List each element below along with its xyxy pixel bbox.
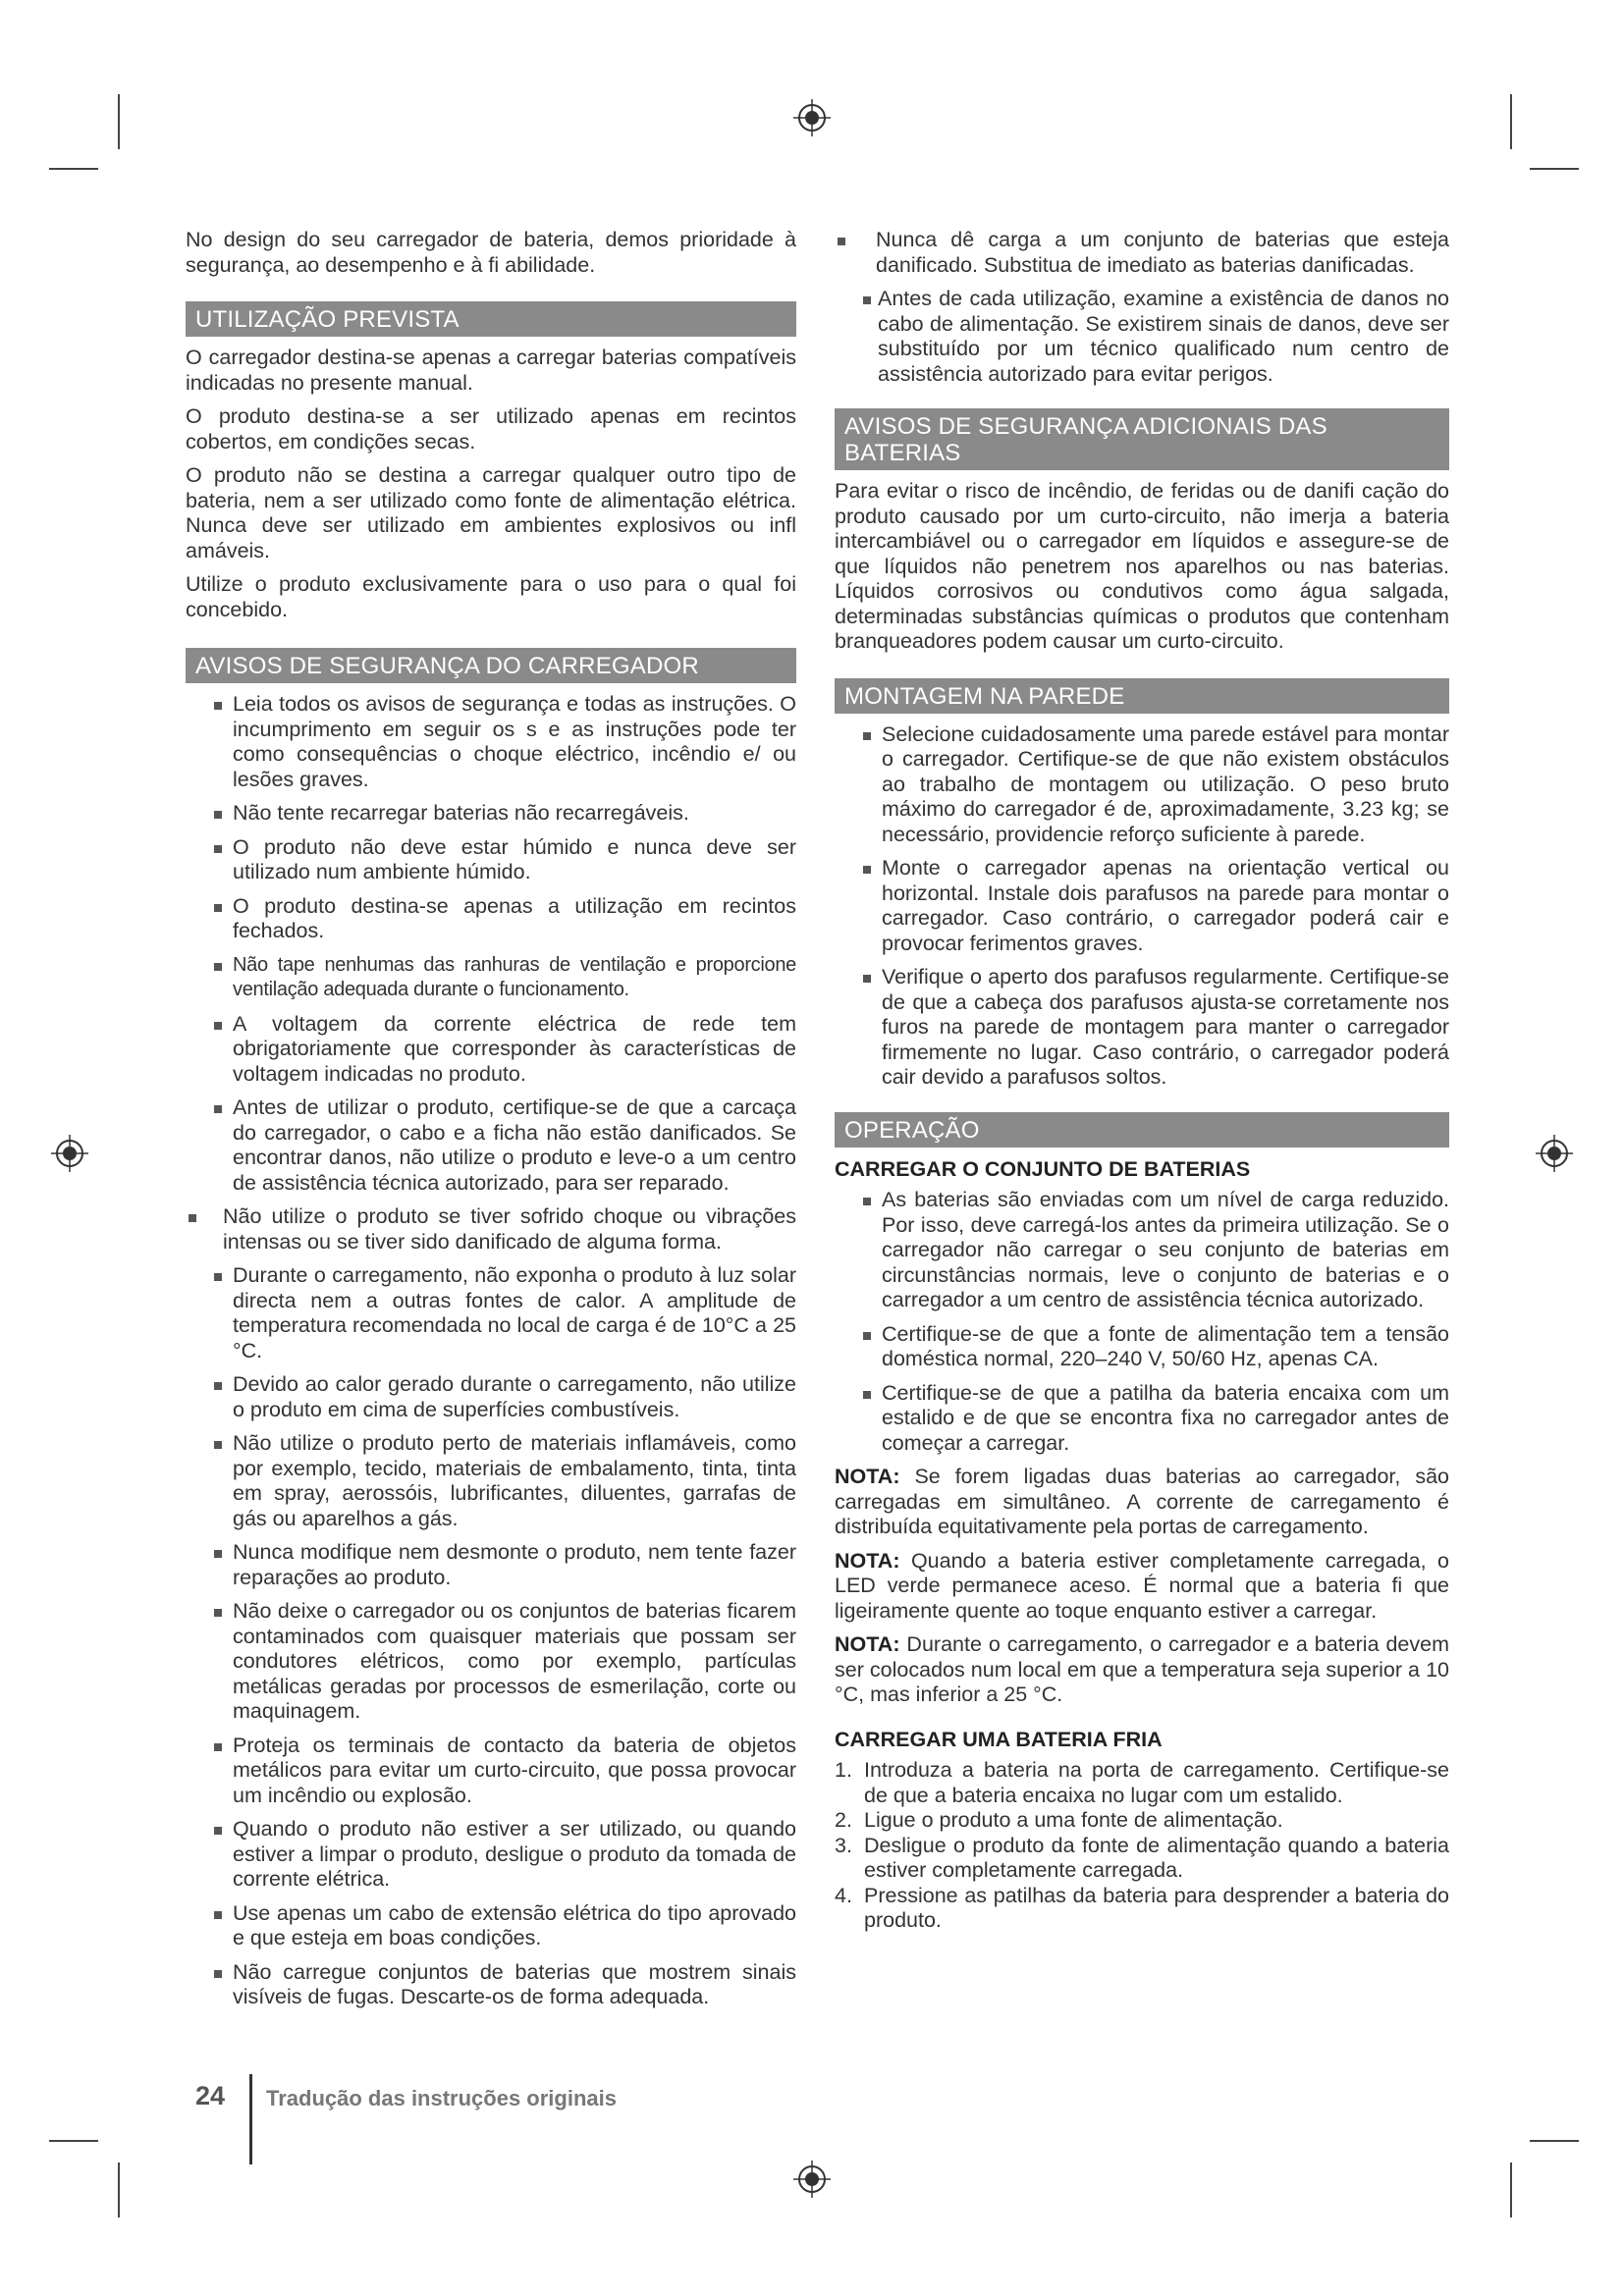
step-number: 1. (835, 1758, 852, 1782)
subheading-carregar-conjunto: CARREGAR O CONJUNTO DE BATERIAS (835, 1156, 1251, 1181)
section-heading-avisos-baterias (835, 408, 1449, 470)
step-text: Pressione as patilhas da bateria para desprender a bateria do produto. (864, 1883, 1449, 1932)
list-item: Use apenas um cabo de extensão elétrica do tipo aprovado e que esteja em boas condições. (186, 1901, 796, 1951)
heading-line: AVISOS DE SEGURANÇA ADICIONAIS DAS (844, 413, 1327, 440)
section-heading-avisos-carregador: AVISOS DE SEGURANÇA DO CARREGADOR (186, 648, 796, 683)
step-number: 2. (835, 1808, 852, 1832)
note-label: NOTA: (835, 1465, 900, 1488)
paragraph: Para evitar o risco de incêndio, de feridas ou de danifi cação do produto causado por um curto-circuito, não imerja a bateria intercambiável ou o carregador em líquidos e assegure-se de que líquidos não penetrem nos aparelhos ou nas baterias. Líquidos corrosivos ou condutivos como água salgada, determinadas substâncias químicas o produtos que contenham branqueadores podem causar um curto-circuito. (835, 479, 1449, 653)
step-item (835, 1808, 1449, 1834)
list-item: Verifique o aperto dos parafusos regularmente. Certifique-se de que a cabeça dos parafusos ajusta-se corretamente nos furos na parede de montagem para manter o carregador firmemente no lugar. Caso contrário, o carregador poderá cair devido a parafusos soltos. (835, 965, 1449, 1091)
crop-mark (49, 2140, 98, 2142)
note-text: Durante o carregamento, o carregador e a bateria devem ser colocados num local em que a temperatura seja superior a 10 °C, mas inferior a 25 °C. (835, 1632, 1449, 1706)
list-item: Selecione cuidadosamente uma parede estável para montar o carregador. Certifique-se de que não existem obstáculos ao trabalho de montagem ou utilização. O peso bruto máximo do carregador é de, aproximadamente, 3.23 kg; se necessário, providencie reforço suficiente à parede. (835, 722, 1449, 848)
intro-text: No design do seu carregador de bateria, demos prioridade à segurança, ao desempenho e à fi abilidade. (186, 228, 796, 277)
step-number: 3. (835, 1833, 852, 1857)
step-item (835, 1884, 1449, 1934)
paragraph: O produto não se destina a carregar qualquer outro tipo de bateria, nem a ser utilizado como fonte de alimentação elétrica. Nunca deve ser utilizado em ambientes explosivos ou infl amáveis. (186, 463, 796, 562)
list-item: Nunca modifique nem desmonte o produto, nem tente fazer reparações ao produto. (186, 1540, 796, 1590)
step-item (835, 1758, 1449, 1808)
paragraph: Utilize o produto exclusivamente para o uso para o qual foi concebido. (186, 572, 796, 621)
list-item: Leia todos os avisos de segurança e todas as instruções. O incumprimento em seguir os s e as instruções pode ter como consequências o choque eléctrico, incêndio e/ ou lesões graves. (186, 692, 796, 792)
crop-mark (1530, 168, 1579, 170)
list-item: Não utilize o produto se tiver sofrido choque ou vibrações intensas ou se tiver sido danificado de alguma forma. (186, 1204, 796, 1255)
note (835, 1465, 1449, 1540)
list-item: O produto destina-se apenas a utilização em recintos fechados. (186, 894, 796, 944)
list-item: Antes de cada utilização, examine a existência de danos no cabo de alimentação. Se existirem sinais de danos, deve ser substituído por um técnico qualificado num centro de assistência autorizado para evitar perigos. (835, 287, 1449, 387)
right-column (835, 228, 1449, 1934)
page-number: 24 (195, 2081, 226, 2110)
list-item: Monte o carregador apenas na orientação vertical ou horizontal. Instale dois parafusos na parede para montar o carregador. Caso contrário, o carregador poderá cair e provocar ferimentos graves. (835, 856, 1449, 956)
footer-text: Tradução das instruções originais (266, 2086, 617, 2110)
note-text: Se forem ligadas duas baterias ao carregador, são carregadas em simultâneo. A corrente de carregamento é distribuída equitativamente pela portas de carregamento. (835, 1465, 1449, 1538)
note (835, 1632, 1449, 1708)
step-text: Introduza a bateria na porta de carregamento. Certifique-se de que a bateria encaixa no lugar com um estalido. (864, 1758, 1449, 1807)
list-item: Durante o carregamento, não exponha o produto à luz solar directa nem a outras fontes de calor. A amplitude de temperatura recomendada no local de carga é de 10°C a 25 °C. (186, 1263, 796, 1363)
mounting-list (835, 722, 1449, 1091)
crop-mark (1510, 2163, 1512, 2217)
crop-mark (118, 2163, 120, 2217)
note (835, 1549, 1449, 1625)
warning-list-continued (835, 228, 1449, 387)
list-item: Proteja os terminais de contacto da bateria de objetos metálicos para evitar um curto-circuito, que possa provocar um incêndio ou explosão. (186, 1734, 796, 1809)
subheading-bateria-fria: CARREGAR UMA BATERIA FRIA (835, 1727, 1163, 1751)
crop-mark (1530, 2140, 1579, 2142)
list-item: Certifique-se de que a fonte de alimentação tem a tensão doméstica normal, 220–240 V, 50/60 Hz, apenas CA. (835, 1322, 1449, 1372)
list-item: Antes de utilizar o produto, certifique-se de que a carcaça do carregador, o cabo e a ficha não estão danificados. Se encontrar danos, não utilize o produto e leve-o a um centro de assistência técnica autorizado, para ser reparado. (186, 1095, 796, 1196)
list-item: O produto não deve estar húmido e nunca deve ser utilizado num ambiente húmido. (186, 835, 796, 885)
list-item: Não tape nenhumas das ranhuras de ventilação e proporcione ventilação adequada durante o funcionamento. (186, 953, 796, 1003)
note-text: Quando a bateria estiver completamente carregada, o LED verde permanece aceso. É normal que a bateria fi que ligeiramente quente ao toque enquanto estiver a carregar. (835, 1548, 1449, 1623)
crop-mark (1510, 94, 1512, 149)
list-item: Não deixe o carregador ou os conjuntos de baterias ficarem contaminados com quaisquer materiais que possam ser condutores elétricos, como por exemplo, partículas metálicas geradas por processos de esmerilação, corte ou maquinagem. (186, 1599, 796, 1725)
list-item: A voltagem da corrente eléctrica de rede tem obrigatoriamente que corresponder às características de voltagem indicadas no produto. (186, 1012, 796, 1088)
left-column (186, 228, 796, 2019)
list-item: Nunca dê carga a um conjunto de baterias que esteja danificado. Substitua de imediato as baterias danificadas. (835, 228, 1449, 278)
list-item: Não tente recarregar baterias não recarregáveis. (186, 801, 796, 827)
list-item: Não carregue conjuntos de baterias que mostrem sinais visíveis de fugas. Descarte-os de forma adequada. (186, 1960, 796, 2010)
step-text: Ligue o produto a uma fonte de alimentação. (864, 1808, 1283, 1832)
note-label: NOTA: (835, 1632, 900, 1656)
list-item: Devido ao calor gerado durante o carregamento, não utilize o produto em cima de superfícies combustíveis. (186, 1372, 796, 1422)
step-text: Desligue o produto da fonte de alimentação quando a bateria estiver completamente carregada. (864, 1833, 1449, 1882)
list-item: Não utilize o produto perto de materiais inflamáveis, como por exemplo, tecido, materiais de embalamento, tinta, tinta em spray, aerossóis, lubrificantes, diluentes, garrafas de gás ou aparelhos a gás. (186, 1431, 796, 1531)
section-heading-utilizacao: UTILIZAÇÃO PREVISTA (186, 301, 796, 337)
registration-mark-icon (793, 2161, 831, 2198)
list-item: Certifique-se de que a patilha da bateria encaixa com um estalido e de que se encontra fixa no carregador antes de começar a carregar. (835, 1381, 1449, 1457)
section-heading-montagem: MONTAGEM NA PAREDE (835, 678, 1449, 714)
note-label: NOTA: (835, 1548, 900, 1573)
crop-mark (49, 168, 98, 170)
heading-line: BATERIAS (844, 440, 961, 466)
list-item: As baterias são enviadas com um nível de carga reduzido. Por isso, deve carregá-los antes da primeira utilização. Se o carregador não carregar o seu conjunto de baterias em circunstâncias normais, leve o conjunto de baterias e o carregador a um centro de assistência técnica autorizado. (835, 1188, 1449, 1313)
warning-list (186, 692, 796, 2010)
section-heading-operacao: OPERAÇÃO (835, 1112, 1449, 1148)
step-item (835, 1834, 1449, 1884)
registration-mark-icon (793, 99, 831, 136)
step-number: 4. (835, 1883, 852, 1907)
operation-list (835, 1188, 1449, 1456)
list-item: Quando o produto não estiver a ser utilizado, ou quando estiver a limpar o produto, desligue o produto da tomada de corrente elétrica. (186, 1817, 796, 1893)
paragraph: O carregador destina-se apenas a carregar baterias compatíveis indicadas no presente manual. (186, 346, 796, 395)
registration-mark-icon (1536, 1135, 1573, 1172)
footer-divider (249, 2074, 252, 2164)
steps-list (835, 1758, 1449, 1934)
crop-mark (118, 94, 120, 149)
paragraph: O produto destina-se a ser utilizado apenas em recintos cobertos, em condições secas. (186, 404, 796, 454)
registration-mark-icon (51, 1135, 88, 1172)
